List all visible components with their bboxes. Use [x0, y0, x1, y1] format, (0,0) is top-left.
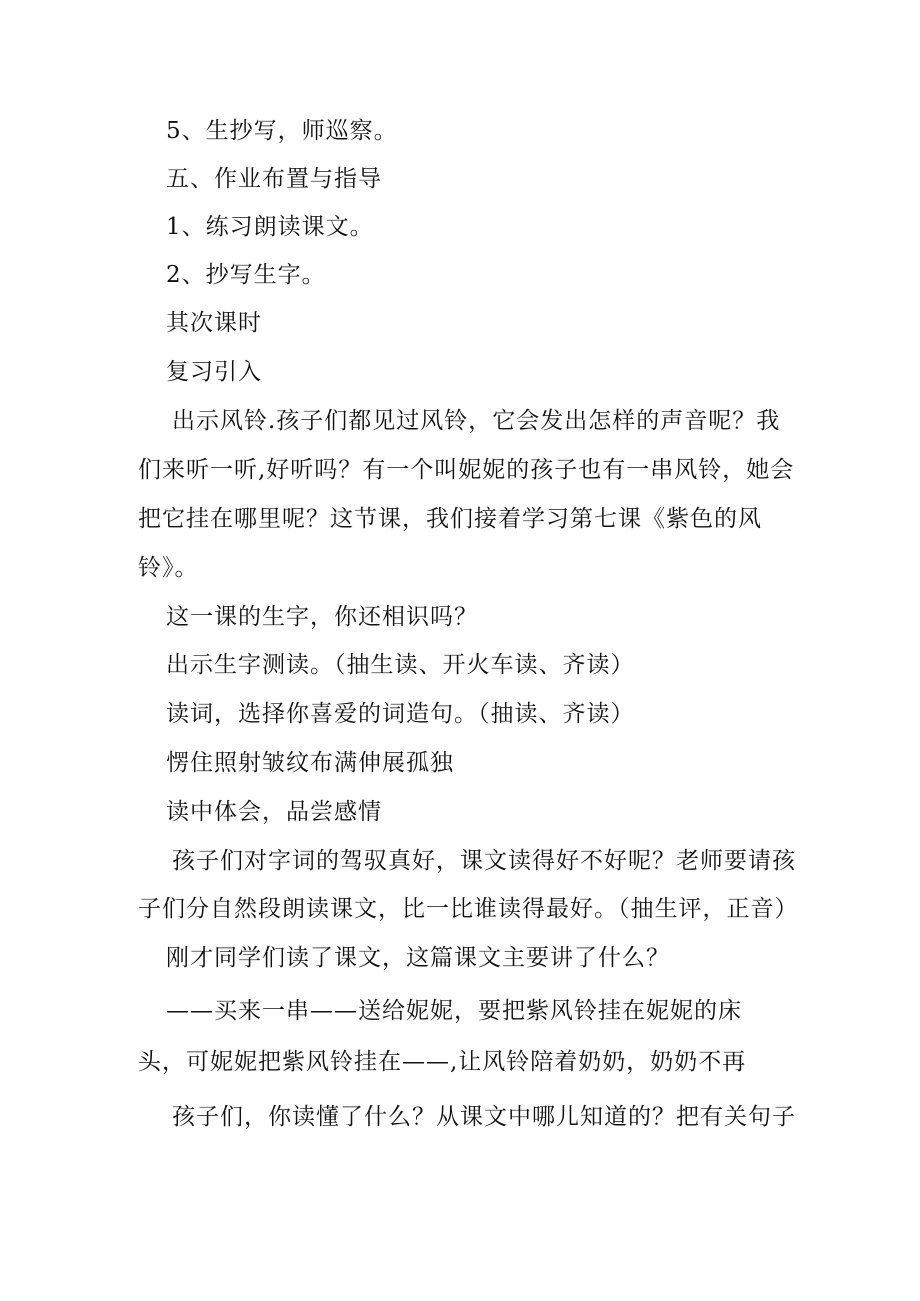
- text-line: 子们分自然段朗读课文，比一比谁读得最好。（抽生评，正音）: [138, 896, 799, 922]
- text-line: 1、练习朗读课文。: [166, 214, 374, 240]
- text-line: 把它挂在哪里呢？这节课，我们接着学习第七课《紫色的风: [138, 506, 762, 532]
- text-line: 读词，选择你喜爱的词造句。（抽读、齐读）: [166, 701, 635, 727]
- section-heading: 读中体会，品尝感情: [166, 799, 382, 825]
- text-line: 出示生字测读。（抽生读、开火车读、齐读）: [166, 652, 635, 678]
- section-heading: 其次课时: [166, 310, 262, 336]
- text-line: ——买来一串——送给妮妮，要把紫风铃挂在妮妮的床: [166, 998, 742, 1024]
- text-line: 孩子们对字词的驾驭真好，课文读得好不好呢？老师要请孩: [172, 848, 796, 874]
- section-heading: 复习引入: [166, 359, 262, 385]
- text-line: 们来听一听,好听吗？有一个叫妮妮的孩子也有一串风铃，她会: [138, 457, 795, 483]
- text-line: 2、抄写生字。: [166, 262, 326, 288]
- section-heading: 五、作业布置与指导: [166, 166, 382, 192]
- text-line: 愣住照射皱纹布满伸展孤独: [166, 750, 454, 776]
- text-line: 铃》。: [138, 555, 199, 581]
- text-line: 5、生抄写，师巡察。: [166, 118, 398, 144]
- text-line: 孩子们，你读懂了什么？从课文中哪儿知道的？把有关句子: [172, 1104, 796, 1130]
- text-line: 头，可妮妮把紫风铃挂在——,让风铃陪着奶奶，奶奶不再: [138, 1049, 747, 1075]
- text-line: 出示风铃.孩子们都见过风铃，它会发出怎样的声音呢？我: [172, 408, 781, 434]
- text-line: 这一课的生字，你还相识吗？: [166, 604, 478, 630]
- text-line: 刚才同学们读了课文，这篇课文主要讲了什么？: [166, 945, 670, 971]
